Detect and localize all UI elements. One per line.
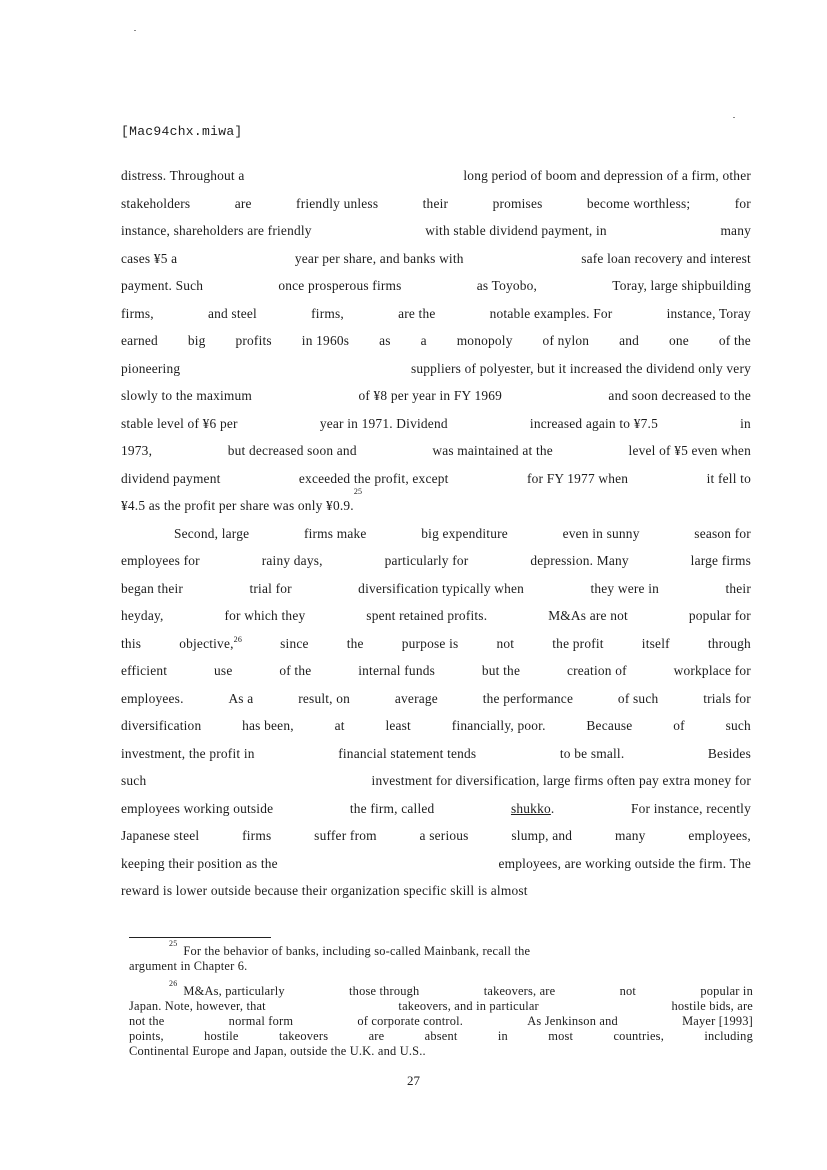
footnote-text-segment: most [548,1029,574,1043]
body-text-segment: payment. Such [121,278,204,293]
body-text-segment: once prosperous firms [278,278,402,293]
body-text-segment: pioneering [121,360,181,376]
body-text-segment: such [121,773,147,788]
body-text-segment: has been, [242,718,294,733]
body-text-segment: heyday, [121,608,164,623]
body-text-segment: become worthless; [586,195,691,211]
footnote-line [129,1044,753,1059]
body-text-segment: financially, poor. [451,718,546,733]
footnote-text-segment: argument in Chapter 6. [129,959,248,973]
body-text-segment: in [740,415,751,431]
body-line [121,657,751,685]
body-text-segment: Japanese steel [121,828,200,843]
body-text-segment: employees for [121,553,200,568]
footnote-text-segment: are [368,1029,385,1043]
body-text-segment: rainy days, [261,553,323,568]
footnote-text-segment: points, [129,1029,164,1043]
footnote-text-segment: takeovers, are [483,984,556,998]
body-text-segment: spent retained profits. [366,608,488,623]
body-text-segment: depression. Many [530,553,629,568]
body-text-segment: big [187,333,206,348]
footnote-text-segment: takeovers, and in particular [398,999,539,1013]
footnote-text-segment: For the behavior of banks, including so-called Mainbank, recall the [183,944,531,958]
body-text-segment: season for [694,525,751,541]
body-line [121,877,751,905]
body-text-segment: instance, shareholders are friendly [121,223,312,238]
footnote-text-segment: absent [424,1029,458,1043]
footnote-text-segment: popular in [700,984,753,998]
body-text-segment: purpose is [401,635,459,651]
body-text-segment: suffer from [314,828,377,843]
footnote-rule [129,937,271,938]
body-text-segment: result, on [298,690,351,706]
body-line [121,520,751,548]
body-text-segment: are the [398,305,436,321]
body-text-segment: the firm, called [349,800,435,816]
body-text-segment: least [385,718,411,733]
body-text-segment: for FY 1977 when [526,470,629,486]
body-text-segment: firms make [303,525,367,541]
footnote-text-segment: including [704,1029,753,1043]
footnote-text-segment: not the [129,1014,165,1028]
body-text-segment: profits [235,333,272,348]
body-text-segment: trials for [703,690,751,706]
body-text-segment: stable level of ¥6 per [121,415,238,431]
body-text-segment: shukko. [510,800,555,816]
body-text-segment: year per share, and banks with [294,250,464,266]
body-line [121,575,751,603]
body-text-segment: even in sunny [562,525,640,541]
footnote-text-segment: M&As, particularly [183,984,285,998]
body-text-segment: of such [617,690,659,706]
footnote-line [129,1014,753,1029]
body-text-segment: friendly unless [296,195,379,211]
body-text-segment: to be small. [559,745,625,761]
footnote-text-segment: hostile bids, are [671,999,753,1013]
body-text-segment: monopoly [456,333,513,348]
body-text-segment: diversification [121,718,202,733]
body-line [121,740,751,768]
body-line [121,382,751,410]
body-text-segment: M&As are not [548,608,628,623]
body-text-segment: earned [121,333,158,348]
body-line [121,162,751,190]
body-text-segment: workplace for [673,663,751,678]
body-text-segment: Because [586,718,633,733]
body-text-segment: many [614,828,646,843]
footnote-ref-25: 25 [353,487,363,496]
body-text-segment: exceeded the profit, except [298,470,449,486]
body-text-segment: but the [481,663,521,678]
body-text-segment: employees, [688,828,751,843]
body-text-segment: investment for diversification, large firms often pay extra money for [371,773,751,788]
body-text-segment: instance, Toray [666,305,751,321]
footnote-line [129,979,753,999]
footnote-line [129,939,753,959]
body-text-segment: stakeholders [121,195,191,211]
body-text-segment: itself [641,635,670,651]
body-text-segment: distress. Throughout a [121,168,245,183]
body-text-segment: 1973, [121,443,153,458]
body-text-segment: keeping their position as the [121,855,278,871]
body-text-segment: level of ¥5 even when [628,443,751,458]
body-text-segment: efficient [121,663,168,678]
scan-speck [733,117,735,118]
body-text-segment: and soon decreased to the [608,388,751,403]
footnote-text-segment: Continental Europe and Japan, outside the U.K. and U.S.. [129,1044,426,1058]
body-text-segment: slump, and [511,828,573,843]
body-text-segment: as [379,333,391,348]
body-text-segment: but decreased soon and [227,443,357,458]
body-text-segment: such [725,718,751,733]
body-text-segment: they were in [590,580,660,596]
body-line [121,465,751,493]
body-text-segment: increased again to ¥7.5 [529,415,658,431]
body-line [121,437,751,465]
footnote-text-segment: Mayer [1993] [682,1014,753,1028]
body-text-segment: of the [718,333,751,348]
body-line [121,712,751,740]
body-text-segment: and steel [207,305,257,321]
footnote-text-segment: takeovers [278,1029,329,1043]
body-text-segment: are [234,195,252,211]
body-text-segment: large firms [690,553,751,568]
body-text-segment: For instance, recently [630,800,751,816]
body-line [121,685,751,713]
body-text-segment: through [707,635,751,651]
body-text-segment: for which they [224,608,306,623]
body-text-segment: As a [228,690,254,706]
body-line [121,630,751,658]
body-text-segment: Toray, large shipbuilding [612,278,751,293]
body-line [121,190,751,218]
body-text-segment: a serious [419,828,469,843]
body-text-segment: employees, are working outside the firm. The [498,855,751,871]
footnote-text-segment: hostile [204,1029,239,1043]
body-text-segment: year in 1971. Dividend [319,415,448,431]
body-text-segment: a [420,333,427,348]
body-text-segment: investment, the profit in [121,745,255,761]
body-line [121,795,751,823]
footnote-mark: 26 [169,979,178,988]
body-text-segment: ¥4.5 as the profit per share was only ¥0.9. [121,498,354,513]
body-line [121,300,751,328]
body-text-segment: in 1960s [301,333,350,348]
body-text-segment: not [496,635,515,651]
body-text-segment: financial statement tends [338,745,477,761]
body-text-segment: of nylon [542,333,590,348]
body-text-segment: use [214,663,233,678]
footnote-line [129,959,753,974]
scan-speck [134,30,136,31]
body-text-segment: was maintained at the [432,443,553,458]
footnote-text-segment: in [497,1029,508,1043]
body-line [121,850,751,878]
body-line [121,245,751,273]
body-text-segment: the performance [482,690,574,706]
body-line [121,487,751,520]
body-text-segment: this [121,635,142,651]
body-text-segment: many [720,223,751,238]
footnote-25 [129,939,753,974]
footnote-text-segment: Japan. Note, however, that [129,999,266,1013]
footnotes [129,939,753,1069]
body-text-segment: of [673,718,685,733]
body-text-segment: creation of [566,663,627,678]
body-text-segment: firms, [311,305,344,321]
body-line [121,767,751,795]
body-line [121,217,751,245]
body-text-segment: cases ¥5 a [121,250,178,266]
body-text-segment: and [619,333,640,348]
footnote-26 [129,979,753,1059]
body-text-segment: internal funds [358,663,436,678]
body-text-segment: began their [121,580,184,596]
body-line [121,410,751,438]
body-text-segment: since [280,635,309,651]
body-line [121,602,751,630]
body-text-segment: safe loan recovery and interest [581,250,751,266]
body-line [121,327,751,355]
body-text-segment: popular for [688,608,751,623]
body-text-segment: it fell to [706,470,751,486]
body-text-segment: of ¥8 per year in FY 1969 [358,388,503,403]
body-text-segment: as Toyobo, [476,278,538,293]
body-text-segment: their [422,195,449,211]
page-number: 27 [407,1073,420,1088]
footnote-text-segment: those through [349,984,420,998]
body-text-segment: one [668,333,689,348]
body-text-segment: the profit [552,635,604,651]
body-line [121,355,751,383]
body-text-segment: diversification typically when [358,580,525,596]
body-text-segment: objective,$^{26}$ [179,634,243,651]
footnote-line [129,999,753,1014]
body-text-segment: promises [492,195,543,211]
body-line [121,822,751,850]
body-text-segment: Second, large [174,525,250,541]
body-text-segment: long period of boom and depression of a firm, other [463,168,751,183]
footnote-text-segment: As Jenkinson and [527,1014,618,1028]
body-text-segment: firms, [121,305,154,321]
footnote-text-segment: countries, [613,1029,665,1043]
body-text-segment: with stable dividend payment, in [425,223,607,238]
body-text-segment: trial for [249,580,292,596]
body-text-segment: firms [242,828,272,843]
footnote-text-segment: not [619,984,637,998]
body-line [121,272,751,300]
footnote-text-segment: normal form [228,1014,294,1028]
footnote-text-segment: of corporate control. [357,1014,464,1028]
body-text-segment: notable examples. For [489,305,613,321]
footnote-mark: 25 [169,939,178,948]
body-text-segment: dividend payment [121,470,221,486]
body-text-segment: particularly for [384,553,469,568]
footnote-line [129,1029,753,1044]
body-text-segment: reward is lower outside because their organization specific skill is almost [121,883,528,898]
body-text [121,162,751,905]
body-text-segment: average [394,690,438,706]
body-text-segment: employees. [121,690,184,706]
body-text-segment: for [734,195,751,211]
body-text-segment: Besides [707,745,751,761]
body-text-segment: of the [279,663,312,678]
body-text-segment: their [725,580,751,596]
document-header: [Mac94chx.miwa] [121,124,243,139]
body-text-segment: suppliers of polyester, but it increased the dividend only very [410,360,751,376]
body-text-segment: at [334,718,345,733]
body-text-segment: slowly to the maximum [121,388,253,403]
body-line [121,547,751,575]
body-text-segment: big expenditure [421,525,508,541]
footnote-ref-26: 26 [233,634,243,644]
body-text-segment: the [346,635,364,651]
body-text-segment: employees working outside [121,800,274,816]
